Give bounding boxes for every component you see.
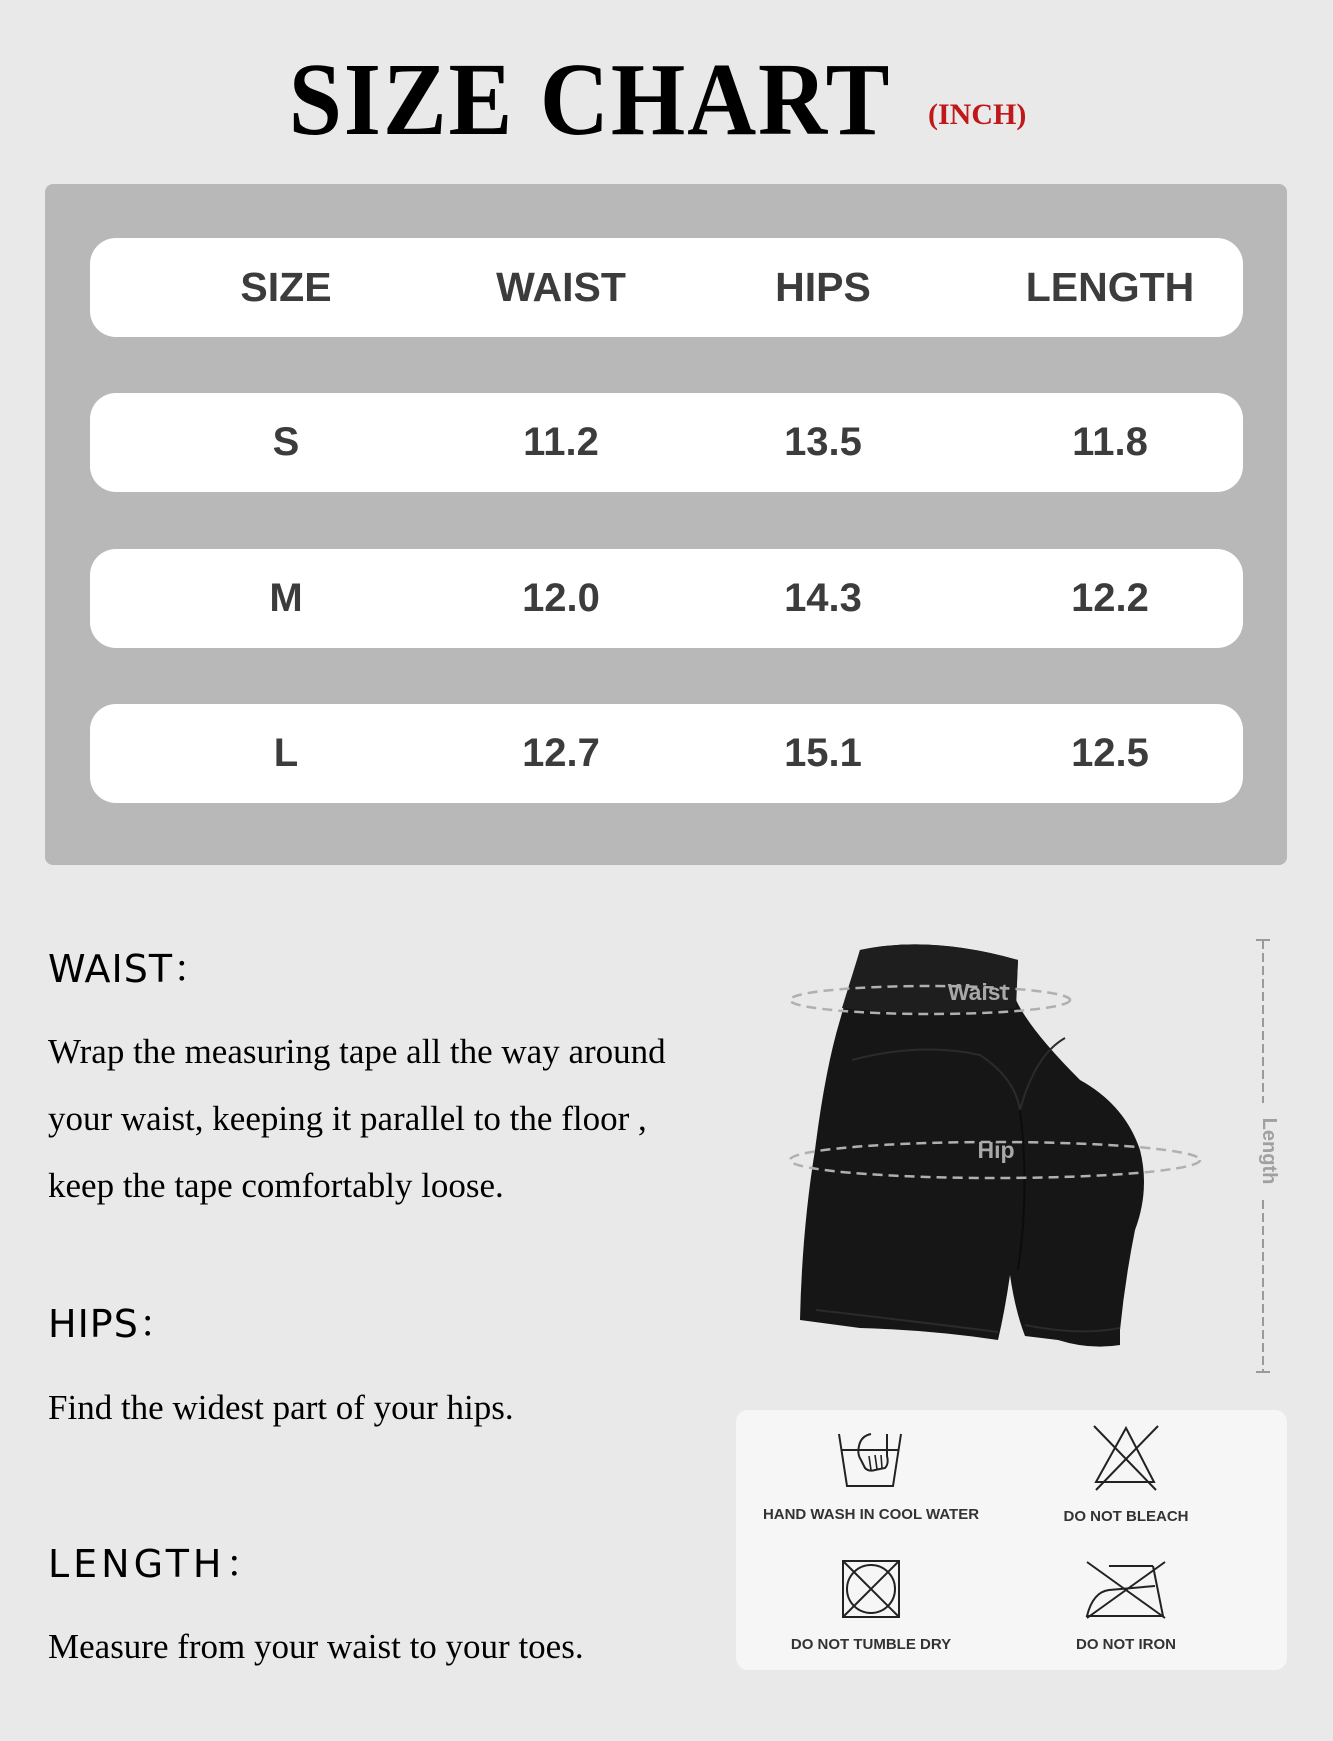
- size-cell: L: [273, 731, 299, 775]
- hips-cell: 15.1: [784, 731, 862, 775]
- care-label: HAND WASH IN COOL WATER: [762, 1506, 980, 1523]
- page-title: SIZE CHART: [288, 42, 892, 157]
- care-label: DO NOT TUMBLE DRY: [790, 1636, 952, 1653]
- waist-heading: WAIST：: [48, 947, 213, 991]
- length-ruler-icon: [1250, 938, 1280, 1374]
- length-cell: 12.5: [1071, 731, 1149, 775]
- column-header-hips: HIPS: [775, 264, 871, 310]
- care-label: DO NOT IRON: [1076, 1636, 1176, 1653]
- size-cell: M: [269, 576, 303, 620]
- shorts-illustration: [780, 930, 1250, 1380]
- hand-wash-icon: [835, 1428, 907, 1490]
- waist-line: Wrap the measuring tape all the way around: [48, 1032, 666, 1071]
- size-table: [45, 184, 1287, 865]
- length-marker-label: Length: [1258, 1117, 1280, 1185]
- care-instructions: [736, 1410, 1287, 1670]
- column-header-length: LENGTH: [1025, 264, 1195, 310]
- care-item-no-tumble-dry: [741, 1558, 1001, 1653]
- waist-line: keep the tape comfortably loose.: [48, 1166, 504, 1205]
- care-item-no-iron: [996, 1558, 1256, 1653]
- length-cell: 12.2: [1071, 576, 1149, 620]
- waist-cell: 11.2: [523, 420, 599, 464]
- care-label: DO NOT BLEACH: [1063, 1508, 1189, 1525]
- hips-heading: HIPS：: [48, 1302, 178, 1346]
- table-row: [90, 393, 1243, 492]
- no-iron-icon: [1083, 1558, 1169, 1620]
- shorts-diagram: [780, 930, 1250, 1380]
- hips-cell: 13.5: [784, 420, 862, 464]
- size-cell: S: [272, 420, 300, 464]
- column-header-waist: WAIST: [496, 264, 626, 310]
- care-item-hand-wash: [741, 1428, 1001, 1523]
- unit-label: (INCH): [928, 98, 1027, 131]
- waist-line: your waist, keeping it parallel to the floor ,: [48, 1099, 647, 1138]
- waist-marker-label: Waist: [947, 979, 1009, 1005]
- hips-line: Find the widest part of your hips.: [48, 1388, 514, 1427]
- hip-marker-label: Hip: [977, 1137, 1015, 1163]
- no-bleach-icon: [1090, 1424, 1162, 1492]
- column-header-size: SIZE: [240, 264, 332, 310]
- hips-instructions: [48, 1374, 768, 1441]
- table-header-row: [90, 238, 1243, 337]
- length-ruler: [1250, 938, 1280, 1374]
- length-instructions: [48, 1613, 768, 1680]
- waist-cell: 12.7: [522, 731, 600, 775]
- hips-cell: 14.3: [784, 576, 862, 620]
- length-cell: 11.8: [1072, 420, 1148, 464]
- no-tumble-dry-icon: [840, 1558, 902, 1620]
- waist-instructions: [48, 1018, 768, 1219]
- length-line: Measure from your waist to your toes.: [48, 1627, 584, 1666]
- length-heading: LENGTH：: [48, 1542, 268, 1586]
- table-row: [90, 549, 1243, 648]
- waist-cell: 12.0: [522, 576, 600, 620]
- table-row: [90, 704, 1243, 803]
- care-item-no-bleach: [996, 1424, 1256, 1525]
